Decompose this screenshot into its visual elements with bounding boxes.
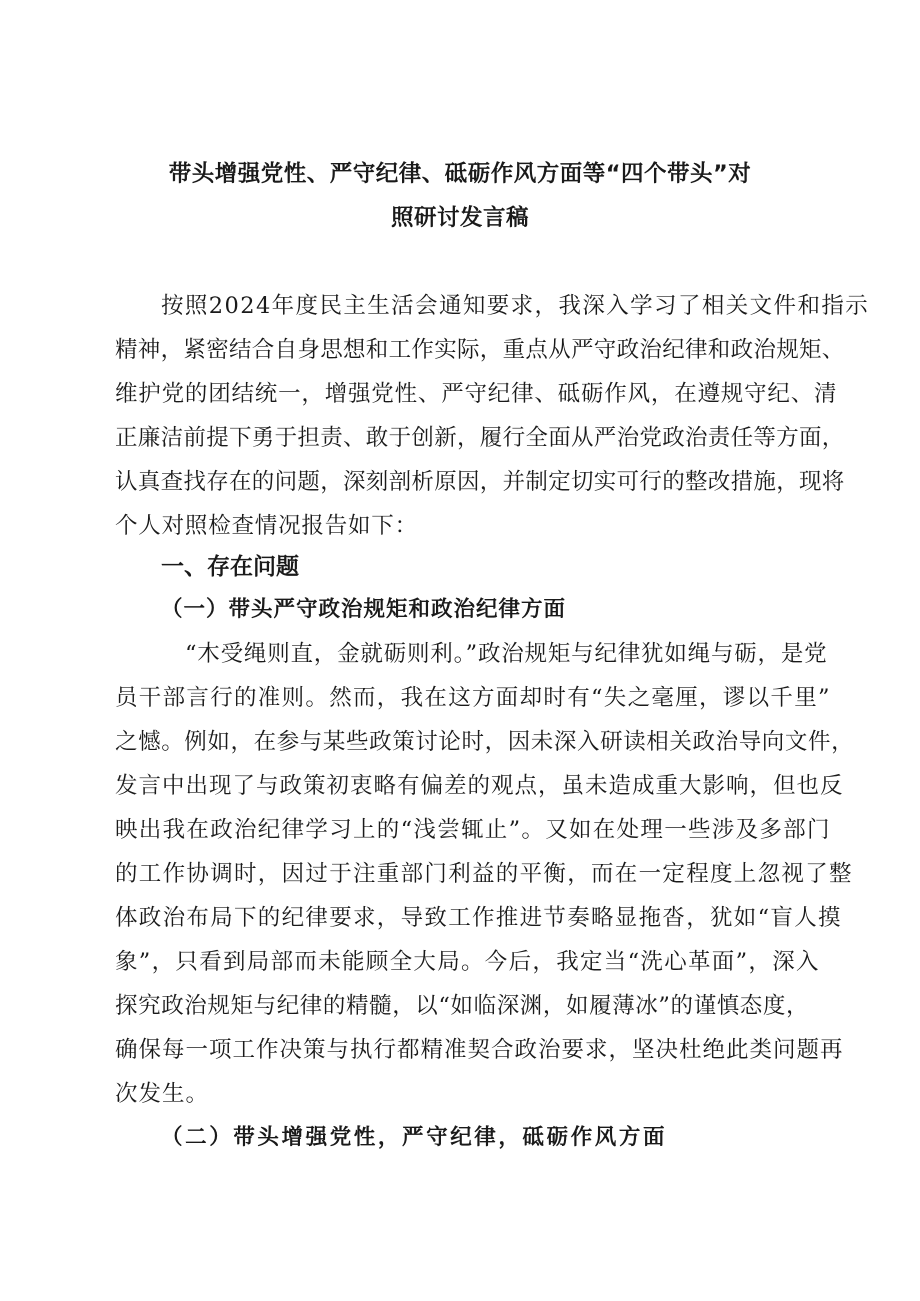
subsection-heading-2: （二）带头增强党性，严守纪律，砥砺作风方面 — [161, 1125, 668, 1150]
intro-line: 正廉洁前提下勇于担责、敢于创新，履行全面从严治党政治责任等方面， — [115, 425, 845, 451]
intro-line: 精神，紧密结合自身思想和工作实际，重点从严守政治纪律和政治规矩、 — [115, 337, 845, 363]
body-line: 员干部言行的准则。然而，我在这方面却时有“失之毫厘，谬以千里” — [115, 685, 831, 711]
body-line: “木受绳则直，金就砺则利。”政治规矩与纪律犹如绳与砺，是党 — [185, 641, 828, 667]
section-heading-problems: 一、存在问题 — [161, 554, 299, 580]
intro-line: 维护党的团结统一，增强党性、严守纪律、砥砺作风，在遵规守纪、清 — [115, 381, 838, 407]
intro-line: 按照2024年度民主生活会通知要求，我深入学习了相关文件和指示 — [161, 293, 870, 319]
subsection-heading-1: （一）带头严守政治规矩和政治纪律方面 — [161, 597, 567, 622]
body-line: 的工作协调时，因过于注重部门利益的平衡，而在一定程度上忽视了整 — [115, 861, 853, 887]
body-line: 发言中出现了与政策初衷略有偏差的观点，虽未造成重大影响，但也反 — [115, 773, 844, 799]
body-line: 映出我在政治纪律学习上的“浅尝辄止”。又如在处理一些涉及多部门 — [115, 817, 831, 843]
body-line: 象”，只看到局部而未能顾全大局。今后，我定当“洗心革面”，深入 — [115, 949, 820, 975]
intro-line: 个人对照检查情况报告如下： — [115, 513, 418, 539]
body-line: 体政治布局下的纪律要求，导致工作推进节奏略显拖沓，犹如“盲人摸 — [115, 905, 842, 931]
document-title-line-2: 照研讨发言稿 — [390, 205, 529, 231]
intro-line: 认真查找存在的问题，深刻剖析原因，并制定切实可行的整改措施，现将 — [115, 469, 845, 495]
body-line: 探究政治规矩与纪律的精髓，以“如临深渊，如履薄冰”的谨慎态度， — [115, 993, 810, 1019]
body-line: 次发生。 — [115, 1081, 210, 1107]
body-line: 之憾。例如，在参与某些政策讨论时，因未深入研读相关政治导向文件， — [115, 729, 855, 755]
document-title-line-1: 带头增强党性、严守纪律、砥砺作风方面等“四个带头”对 — [168, 161, 752, 187]
body-line: 确保每一项工作决策与执行都精准契合政治要求，坚决杜绝此类问题再 — [115, 1037, 844, 1063]
